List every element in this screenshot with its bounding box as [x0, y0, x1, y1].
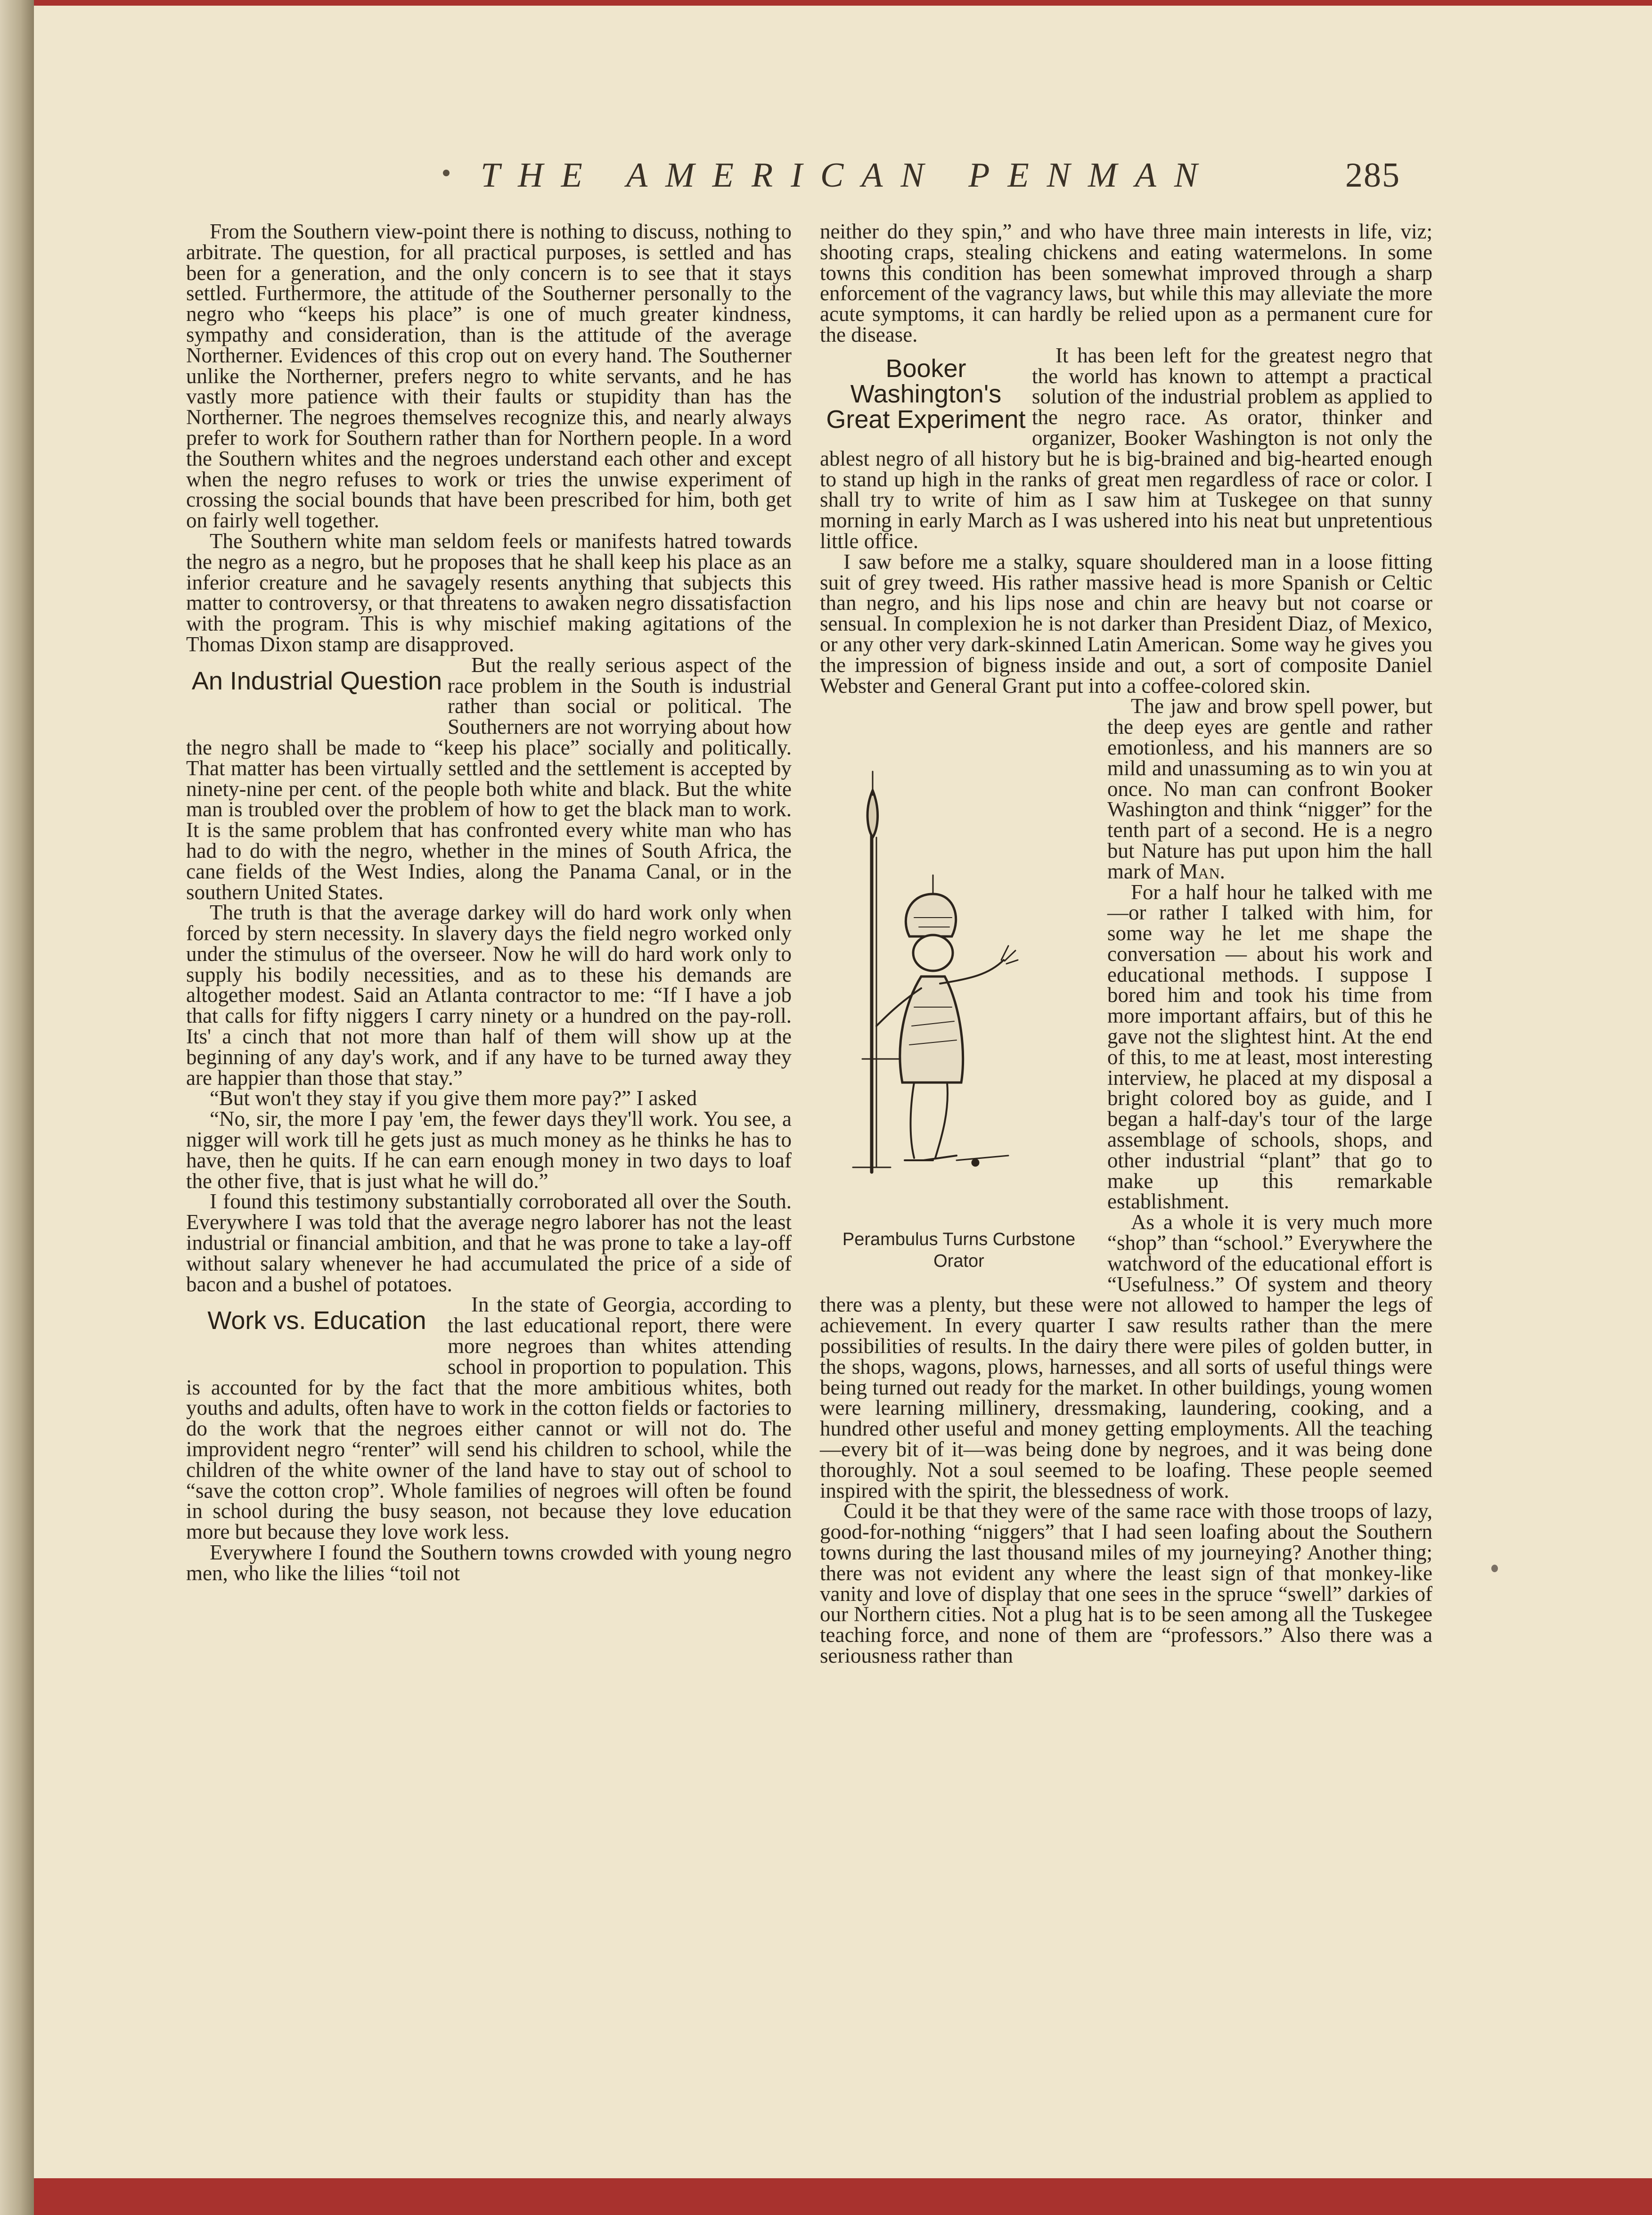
paragraph: From the Southern view-point there is nothing to discuss, nothing to arbitrate. The question, for all practical purposes, is settled and has been for a generation, and the only concern is to see that it stays settled. Furthermore, the attitude of the Southerner personally to the negro who “keeps his place” is one of much greater kindness, sympathy and consideration, than is the attitude of the average Northerner. Evidences of this crop out on every hand. The Southerner unlike the Northerner, prefers negro to white servants, and he has vastly more patience with their faults or stupidity than has the Northerner. The negroes themselves recognize this, and nearly always prefer to work for Southern rather than for Northern people. In a word the Southern whites and the negroes understand each other and except when the negro refuses to work or tries the unwise experiment of crossing the social bounds that have been prescribed for him, both get on fairly well together. [186, 220, 792, 533]
paragraph: neither do they spin,” and who have three main interests in life, viz; shooting craps, stealing chickens and eating watermelons. In some towns this condition has been somewhat improved through a sharp enforcement of the vagrancy laws, but while this may alleviate the more acute symptoms, it can hardly be relied upon as a permanent cure for the disease. [820, 220, 1432, 346]
paragraph: I saw before me a stalky, square shouldered man in a loose fitting suit of grey tweed. His rather massive head is more Spanish or Celtic than negro, and his lips nose and chin are heavy but not coarse or sensual. In complexion he is not darker than President Diaz, of Mexico, or any other very dark-skinned Latin American. Some way he gives you the impression of bigness inside and out, a sort of composite Daniel Webster and General Grant put into a coffee-colored skin. [820, 550, 1432, 697]
illustration-figure [820, 696, 1098, 1280]
running-header: THE AMERICAN PENMAN [481, 156, 1216, 195]
paragraph: It has been left for the greatest negro that the world has known to attempt a practical solution of the industrial problem as applied to the negro race. As orator, thinker and organizer, Booker Washington is not only the ablest negro of all history but he is big-brained and big-hearted enough to stand up high in the ranks of great men regardless of race or color. I shall try to write of him as I saw him at Tuskegee on that sunny morning in early March as I was ushered into his neat but unpretentious little office. [820, 343, 1432, 553]
section-heading-work-vs-education: Work vs. Education [207, 1306, 426, 1335]
paragraph: Could it be that they were of the same race with those troops of lazy, good-for-nothing “niggers” that I had seen loafing about the Southern towns during the last thousand miles of my journeying? Another thing; there was not evident any where the least sign of that monkey-like vanity and love of display that one sees in the spruce “swell” darkies of our Northern cities. Not a plug hat is to be seen among all the Tuskegee teaching force, and none of them are “professors.” Also there was a seriousness rather than [820, 1499, 1432, 1667]
paragraph: Everywhere I found the Southern towns crowded with young negro men, who like the lilies “toil not [186, 1541, 792, 1585]
left-column [186, 222, 792, 1584]
paragraph: But the really serious aspect of the race problem in the South is industrial rather than social or political. The Southerners are not worrying about how the negro shall be made to “keep his place” socially and politically. That matter has been virtually settled and the settlement is accepted by ninety-nine per cent. of the people both white and black. But the white man is troubled over the problem of how to get the black man to work. It is the same problem that has confronted every white man who has had to do with the negro, whether in the mines of South Africa, the cane fields of the West Indies, along the Panama Canal, or in the southern United States. [186, 653, 792, 904]
right-column [820, 222, 1432, 1666]
page-number: 285 [1345, 156, 1400, 195]
paragraph: For a half hour he talked with me—or rather I talked with him, for some way he let me shape the conversation — about his work and educational methods. I suppose I bored him and took his time from more important affairs, but of this he gave not the slightest hint. At the end of this, to me at least, most interesting interview, he placed at my disposal a bright colored boy as guide, and I began a half-day's tour of the large assemblage of schools, shops, and other industrial “plant” that go to make up this remarkable establishment. [1107, 880, 1432, 1214]
paragraph: I found this testimony substantially corroborated all over the South. Everywhere I was told that the average negro laborer has not the least industrial or financial ambition, and that he was prone to take a lay-off without salary whenever he had accumulated the price of a side of bacon and a bushel of potatoes. [186, 1190, 792, 1296]
small-caps-word: Man. [1179, 859, 1225, 883]
paragraph-text: The jaw and brow spell power, but the deep eyes are gentle and rather emotionless, and his manners are so mild and unassuming as to win you at once. No man can confront Booker Washington and think “nigger” for the tenth part of a second. He is a negro but Nature has put upon him the hall mark of [1107, 694, 1432, 883]
paragraph: “But won't they stay if you give them more pay?” I asked [210, 1086, 697, 1110]
header-bullet [443, 170, 450, 176]
orator-illustration [820, 696, 1098, 1229]
paragraph: In the state of Georgia, according to the last educational report, there were more negroes than whites attending school in proportion to population. This is accounted for by the fact that the more ambitious whites, both youths and adults, often have to work in the cotton fields or factories to do the work that the negroes either cannot or will not do. The improvident negro “renter” will send his children to school, while the children of the white owner of the land have to stay out of school to “save the cotton crop”. Whole families of negroes will often be found in school during the busy season, not because they love education more but because they love work less. [186, 1293, 792, 1544]
paragraph: “No, sir, the more I pay 'em, the fewer days they'll work. You see, a nigger will work till he gets just as much money as he thinks he has to have, then he quits. If he can earn enough money in two days to loaf the other five, that is just what he will do.” [186, 1107, 792, 1193]
section-heading-industrial-question: An Industrial Question [191, 666, 442, 695]
paragraph: As a whole it is very much more “shop” than “school.” Everywhere the watchword of the educational effort is “Usefulness.” Of system and theory there was a plenty, but these were not allowed to hamper the legs of achievement. In every quarter I saw results rather than the mere possibilities of results. In the dairy there were piles of golden butter, in the shops, wagons, plows, harnesses, and all sorts of useful things were being turned out ready for the market. In other buildings, young women were learning millinery, dressmaking, laundering, cooking, and a hundred other useful and money getting employments. All the teaching—every bit of it—was being done by negroes, and it was being done thoroughly. Not a soul seemed to be loafing. These people seemed inspired with the spirit, the blessedness of work. [820, 1210, 1432, 1502]
section-heading-booker-washington: Booker Washington's Great Experiment [826, 354, 1026, 434]
paragraph: The Southern white man seldom feels or manifests hatred towards the negro as a negro, but he proposes that he shall keep his place as an inferior creature and he savagely resents anything that subjects this matter to controversy, or that threatens to awaken negro dissatisfaction with the program. This is why mischief making agitations of the Thomas Dixon stamp are disapproved. [186, 529, 792, 656]
margin-speck [1491, 1565, 1498, 1572]
paragraph: The truth is that the average darkey will do hard work only when forced by stern necessity. In slavery days the field negro worked only under the stimulus of the overseer. Now he will do hard work only to supply his bodily necessities, and as to these his demands are altogether modest. Said an Atlanta contractor to me: “If I have a job that calls for fifty niggers I carry ninety or a hundred on the pay-roll. Its' a cinch that not more than half of them will show up at the beginning of any day's work, and if any have to be turned away they are happier than those that stay.” [186, 901, 792, 1090]
book-gutter [0, 0, 34, 2215]
figure-caption: Perambulus Turns Curbstone Orator [842, 1230, 1076, 1272]
